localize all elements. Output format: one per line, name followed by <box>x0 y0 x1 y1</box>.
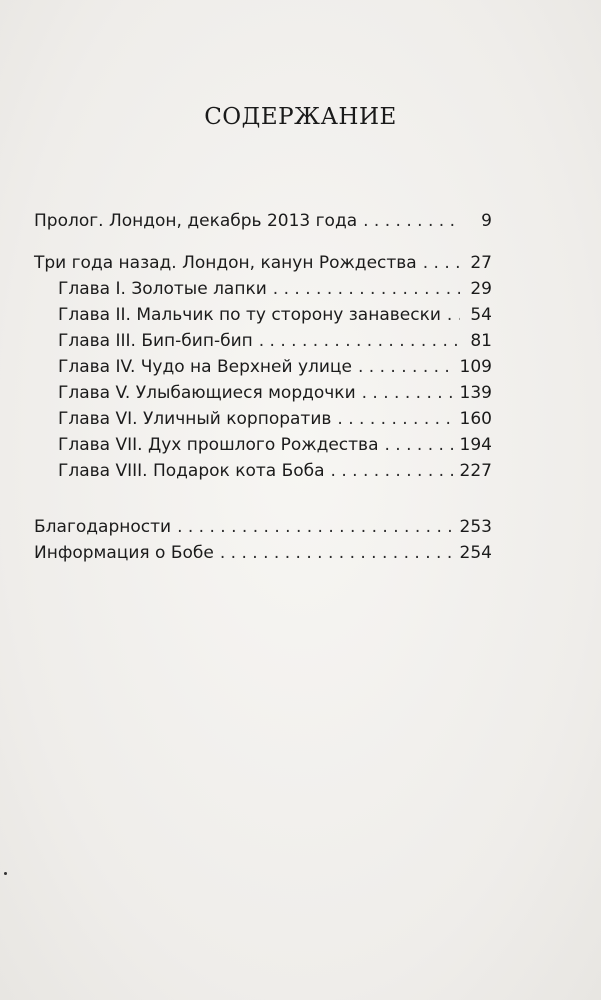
toc-entry-label: Глава V. Улыбающиеся мордочки <box>58 383 356 403</box>
dot-leader <box>362 380 454 406</box>
toc-entry-acknowledgements <box>34 514 492 540</box>
toc-entry-chapter <box>34 276 492 302</box>
toc-entry-page: 194 <box>459 435 492 455</box>
toc-entry-page: 54 <box>470 305 492 325</box>
toc-entry-chapter <box>34 406 492 432</box>
table-of-contents <box>34 208 492 566</box>
dot-leader <box>220 540 454 566</box>
dot-leader <box>273 276 460 302</box>
toc-entry-label: Глава III. Бип-бип-бип <box>58 331 253 351</box>
toc-entry-page: 109 <box>459 357 492 377</box>
toc-entry-label: Глава I. Золотые лапки <box>58 279 267 299</box>
toc-entry-page: 254 <box>459 543 492 563</box>
dot-leader <box>259 328 460 354</box>
toc-entry-label: Глава II. Мальчик по ту сторону занавески <box>58 305 441 325</box>
toc-entry-label: Глава IV. Чудо на Верхней улице <box>58 357 352 377</box>
toc-entry-label: Благодарности <box>34 517 172 537</box>
toc-entry-label: Пролог. Лондон, декабрь 2013 года <box>34 211 358 231</box>
dot-leader <box>423 250 460 276</box>
toc-entry-label: Глава VII. Дух прошлого Рождества <box>58 435 379 455</box>
toc-entry-chapter <box>34 432 492 458</box>
dot-leader <box>447 302 460 328</box>
toc-entry-about-bob <box>34 540 492 566</box>
toc-entry-chapter <box>34 380 492 406</box>
toc-entry-page: 81 <box>470 331 492 351</box>
toc-entry-chapter <box>34 328 492 354</box>
page-title: СОДЕРЖАНИЕ <box>204 104 397 130</box>
toc-entry-label: Глава VIII. Подарок кота Боба <box>58 461 325 481</box>
toc-entry-page: 253 <box>459 517 492 537</box>
dot-leader <box>177 514 453 540</box>
toc-entry-page: 27 <box>470 253 492 273</box>
toc-entry-page: 29 <box>470 279 492 299</box>
toc-entry-page: 160 <box>459 409 492 429</box>
toc-entry-prologue <box>34 208 492 234</box>
paper-speck <box>4 872 7 875</box>
toc-entry-label: Глава VI. Уличный корпоратив <box>58 409 332 429</box>
dot-leader <box>385 432 454 458</box>
dot-leader <box>358 354 454 380</box>
toc-entry-page: 139 <box>459 383 492 403</box>
toc-entry-chapter <box>34 354 492 380</box>
dot-leader <box>331 458 454 484</box>
dot-leader <box>363 208 460 234</box>
toc-entry-page: 227 <box>459 461 492 481</box>
toc-entry-page: 9 <box>481 211 492 231</box>
toc-entry-chapter <box>34 458 492 484</box>
toc-entry-label: Информация о Бобе <box>34 543 214 563</box>
toc-entry-chapter <box>34 302 492 328</box>
dot-leader <box>337 406 453 432</box>
toc-entry-label: Три года назад. Лондон, канун Рождества <box>34 253 417 273</box>
toc-entry-part <box>34 250 492 276</box>
